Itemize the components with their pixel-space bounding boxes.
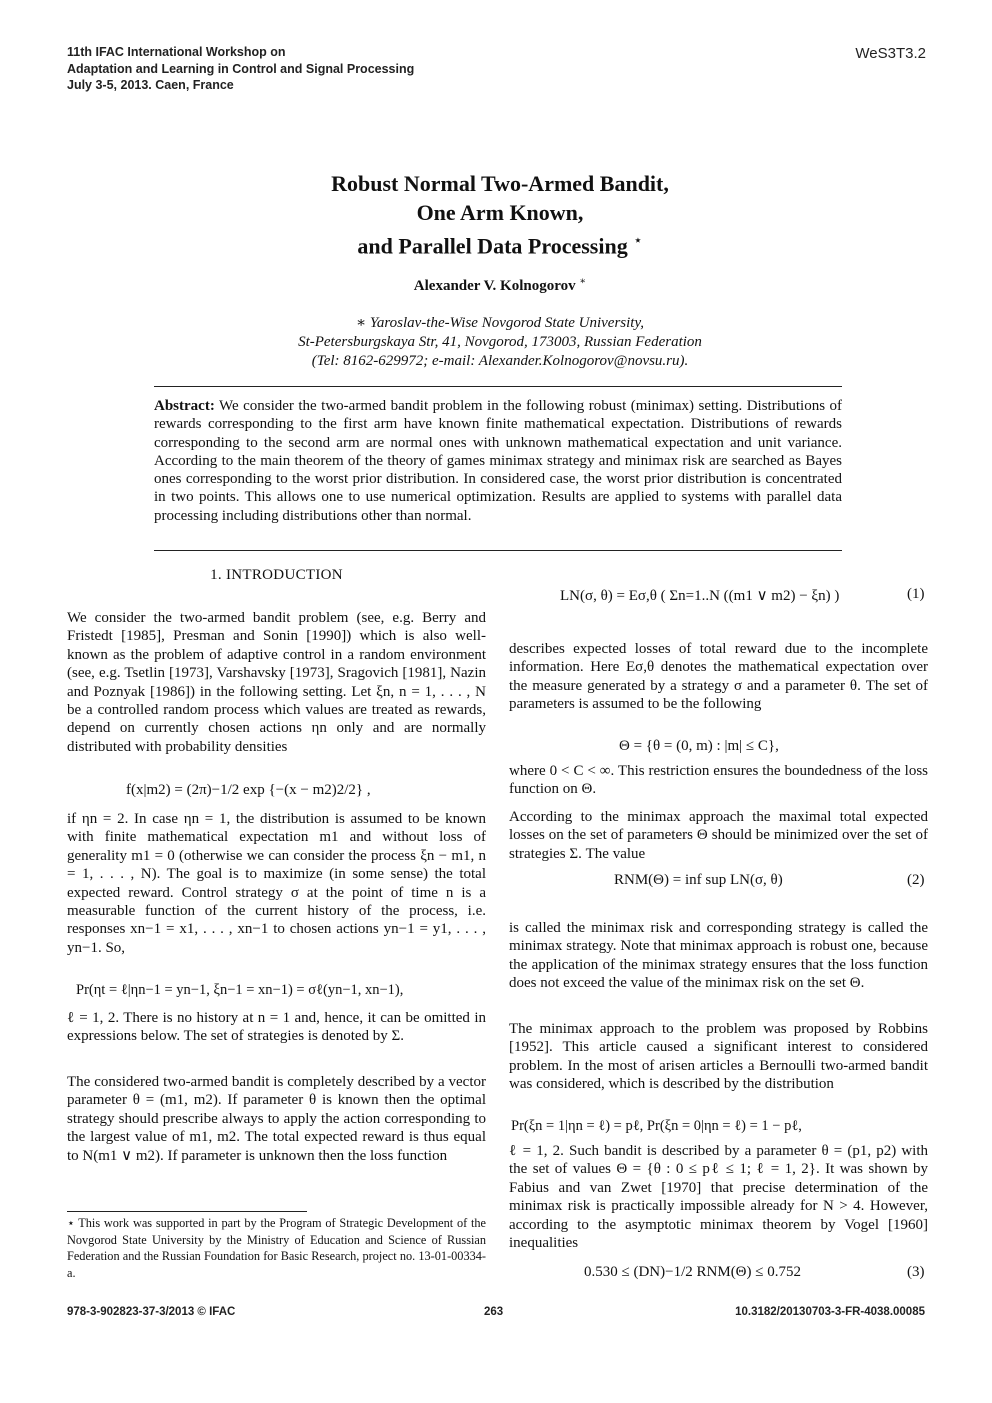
equation-minimax-risk: RNM(Θ) = inf sup LN(σ, θ): [614, 872, 783, 888]
conference-line-2: Adaptation and Learning in Control and Signal Processing: [67, 61, 415, 76]
right-paragraph-5: [509, 1020, 928, 1094]
footer-isbn: 978-3-902823-37-3/2013 © IFAC: [67, 1306, 236, 1318]
conference-line-1: 11th IFAC International Workshop on: [67, 45, 286, 59]
paragraph-text: where 0 < C < ∞. This restriction ensures the boundedness of the loss function on Θ.: [509, 763, 928, 798]
right-paragraph-4: [509, 919, 928, 993]
title-line-2: One Arm Known,: [416, 199, 584, 225]
right-paragraph-6: [509, 1142, 928, 1252]
conference-line-3: July 3-5, 2013. Caen, France: [67, 78, 234, 92]
equation-density: f(x|m2) = (2π)−1/2 exp {−(x − m2)2/2} ,: [126, 782, 371, 798]
footer-doi: 10.3182/20130703-3-FR-4038.00085: [735, 1306, 925, 1318]
title-line-3: and Parallel Data Processing: [357, 233, 628, 259]
affiliation-line-2: St-Petersburgskaya Str, 41, Novgorod, 173003, Russian Federation: [298, 334, 702, 350]
right-paragraph-3: [509, 808, 928, 863]
author: [200, 276, 800, 295]
footnote-rule: [67, 1211, 307, 1212]
equation-strategy: Pr(ηt = ℓ|ηn−1 = yn−1, ξn−1 = xn−1) = σℓ(yn−1, xn−1),: [76, 982, 404, 998]
abstract-bottom-rule: [154, 550, 842, 551]
paragraph-text: The considered two-armed bandit is completely described by a vector parameter θ = (m1, m2). If parameter θ is known then the optimal strategy should prescribe always to apply the action corresponding to the largest value of m1, m2. The total expected reward is thus equal to N(m1 ∨ m2). If parameter is unknown then the loss function: [67, 1074, 486, 1164]
footnote: ⋆ This work was supported in part by the Program of Strategic Development of the Novgorod State University by the Ministry of Education and Science of Russian Federation and the Russian Foundation for Basic Research, project no. 13-01-00334-a.: [67, 1216, 486, 1280]
title-footnote-mark: ⋆: [633, 233, 643, 249]
affiliation-line-1: ∗ Yaroslav-the-Wise Novgorod State University,: [355, 315, 645, 331]
author-name: Alexander V. Kolnogorov: [413, 278, 576, 294]
equation-number-1: (1): [907, 586, 925, 602]
footer-page-number: 263: [484, 1306, 504, 1318]
conference-header: [67, 44, 414, 94]
paragraph-text: According to the minimax approach the maximal total expected losses on the set of parameters Θ should be minimized over the set of strategies Σ. The value: [509, 809, 928, 862]
paragraph-text: ℓ = 1, 2. There is no history at n = 1 and, hence, it can be omitted in expressions below. The set of strategies is denoted by Σ.: [67, 1010, 486, 1045]
abstract-text: We consider the two-armed bandit problem in the following robust (minimax) setting. Distributions of rewards corresponding to the first arm have known finite mathematical expectation. Distributions of rewards corresponding to the second arm are normal ones with unknown mathematical expectation and unit variance. According to the main theorem of the theory of games minimax strategy and minimax risk are searched as Bayes ones corresponding to the worst prior distribution. In considered case, the worst prior distribution is concentrated in two points. This allows one to use numerical optimization. Results are applied to systems with parallel data processing including distributions other than normal.: [154, 398, 842, 524]
affiliation: [150, 314, 850, 371]
paragraph-text: We consider the two-armed bandit problem (see, e.g. Berry and Fristedt [1985], Presman and Sonin [1990]) which is also well-known as the problem of adaptive control in a random environment (see, e.g. Tsetlin [1973], Varshavsky [1973], Sragovich [1981], Nazin and Poznyak [1986]) in the following setting. Let ξn, n = 1, . . . , N be a controlled random process which values are treated as rewards, depend on currently chosen actions ηn only and are normally distributed with probability densities: [67, 610, 486, 755]
equation-number-2: (2): [907, 872, 925, 888]
paragraph-text: describes expected losses of total reward due to the incomplete information. Here Eσ,θ denotes the mathematical expectation over the measure generated by a strategy σ and a parameter θ. The set of parameters is assumed to be the following: [509, 641, 928, 713]
intro-paragraph-2: [67, 810, 486, 957]
section-heading-introduction: 1. INTRODUCTION: [210, 567, 343, 583]
paragraph-text: The minimax approach to the problem was proposed by Robbins [1952]. This article caused a significant interest to considered problem. In the most of arisen articles a Bernoulli two-armed bandit was considered, which is described by the distribution: [509, 1021, 928, 1093]
abstract: [154, 397, 842, 525]
affiliation-line-3: (Tel: 8162-629972; e-mail: Alexander.Kolnogorov@novsu.ru).: [311, 353, 689, 369]
paragraph-text: if ηn = 2. In case ηn = 1, the distribution is assumed to be known with finite mathematical expectation m1 and without loss of generality m1 = 0 (otherwise we can consider the process ξn − m1, n = 1, . . . , N). The goal is to maximize (in some sense) the total expected reward. Control strategy σ at the point of time n is a measurable function of the current history of the process, i.e. responses xn−1 = x1, . . . , xn−1 to chosen actions yn−1 = y1, . . . , yn−1. So,: [67, 811, 486, 956]
abstract-top-rule: [154, 386, 842, 387]
right-paragraph-2: [509, 762, 928, 799]
equation-parameter-set: Θ = {θ = (0, m) : |m| ≤ C},: [619, 738, 779, 754]
session-code: WeS3T3.2: [855, 45, 926, 62]
intro-paragraph-3: [67, 1009, 486, 1046]
title-line-1: Robust Normal Two-Armed Bandit,: [331, 171, 669, 196]
equation-number-3: (3): [907, 1264, 925, 1280]
right-paragraph-1: [509, 640, 928, 714]
paragraph-text: is called the minimax risk and corresponding strategy is called the minimax strategy. Note that minimax approach is robust one, because the application of the minimax strategy ensures that the loss function does not exceed the value of the minimax risk on the set Θ.: [509, 920, 928, 992]
equation-loss-function: LN(σ, θ) = Eσ,θ ( Σn=1..N ((m1 ∨ m2) − ξn) ): [560, 588, 840, 604]
intro-paragraph-4: [67, 1073, 486, 1165]
author-mark: ∗: [579, 276, 587, 287]
paper-title: [150, 170, 850, 261]
paragraph-text: ℓ = 1, 2. Such bandit is described by a parameter θ = (p1, p2) with the set of values Θ = {θ : 0 ≤ pℓ ≤ 1; ℓ = 1, 2}. It was shown by Fabius and van Zwet [1970] that precise determination of the minimax risk is practically impossible already for N > 4. However, according to the asymptotic minimax theorem by Vogel [1960] inequalities: [509, 1143, 928, 1252]
equation-asymptotic-bounds: 0.530 ≤ (DN)−1/2 RNM(Θ) ≤ 0.752: [584, 1264, 801, 1280]
abstract-label: Abstract:: [154, 398, 215, 414]
equation-bernoulli: Pr(ξn = 1|ηn = ℓ) = pℓ, Pr(ξn = 0|ηn = ℓ) = 1 − pℓ,: [511, 1118, 802, 1134]
intro-paragraph-1: [67, 609, 486, 756]
